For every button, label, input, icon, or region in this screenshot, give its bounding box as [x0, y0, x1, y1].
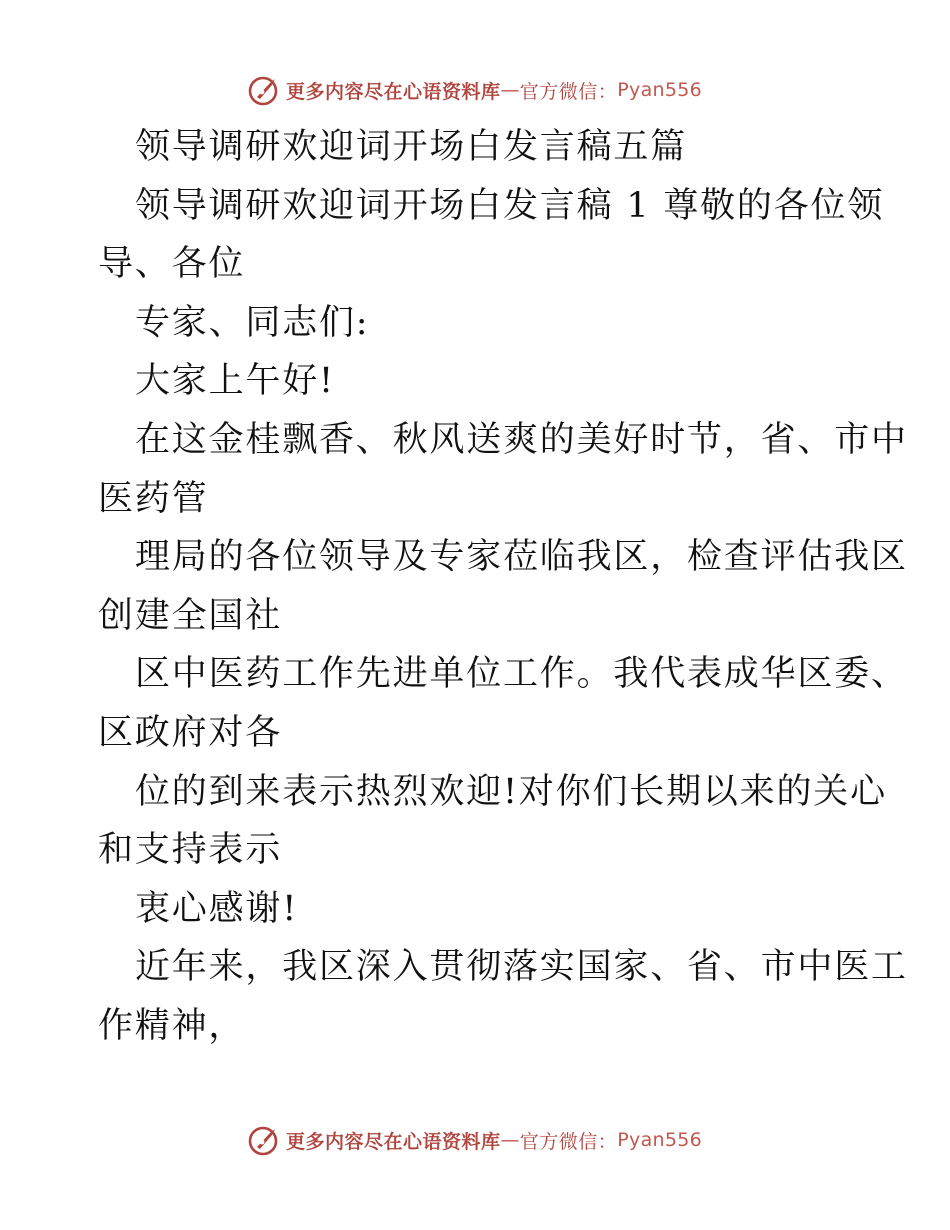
- header-wechat-id: Pyan556: [617, 79, 703, 101]
- paragraph: [98, 645, 908, 762]
- footer-banner: [0, 1122, 950, 1158]
- text-line: 衷心感谢!: [135, 888, 299, 929]
- footer-dash: —: [500, 1129, 520, 1151]
- text-line: 领导调研欢迎词开场白发言稿 1 尊敬的各位领: [135, 185, 885, 226]
- text-line: 区政府对各: [98, 712, 283, 753]
- text-line: 大家上午好!: [135, 361, 335, 402]
- header-wechat-label: 官方微信：: [519, 80, 618, 103]
- paragraph: [98, 294, 858, 353]
- text-line: 位的到来表示热烈欢迎!对你们长期以来的关心: [135, 771, 887, 812]
- paragraph: [98, 528, 908, 645]
- footer-wechat-label: 官方微信：: [519, 1130, 618, 1153]
- text-line: 医药管: [98, 478, 209, 519]
- paragraph: [98, 411, 908, 528]
- paragraph: [98, 880, 858, 939]
- header-banner: [0, 72, 950, 108]
- text-line: 在这金桂飘香、秋风送爽的美好时节，省、市中: [135, 419, 908, 460]
- text-line: 创建全国社: [98, 595, 283, 636]
- text-line: 理局的各位领导及专家莅临我区，检查评估我区: [135, 537, 908, 578]
- pen-logo-icon: [248, 73, 282, 107]
- header-dash: —: [500, 79, 520, 101]
- text-line: 区中医药工作先进单位工作。我代表成华区委、: [135, 654, 908, 695]
- header-brand-text: 更多内容尽在心语资料库: [285, 80, 501, 103]
- text-line: 作精神，: [98, 1005, 246, 1046]
- paragraph: [98, 763, 887, 880]
- paragraph: [98, 938, 908, 1055]
- footer-brand-text: 更多内容尽在心语资料库: [285, 1130, 501, 1153]
- pen-logo-icon: [248, 1123, 282, 1157]
- text-line: 导、各位: [98, 244, 246, 285]
- text-line: 领导调研欢迎词开场白发言稿五篇: [135, 127, 688, 167]
- paragraph: [98, 177, 885, 294]
- text-line: 专家、同志们:: [135, 302, 370, 343]
- text-line: 近年来，我区深入贯彻落实国家、省、市中医工: [135, 947, 908, 988]
- paragraph: [98, 352, 858, 411]
- document-body: [98, 118, 908, 1056]
- text-line: 和支持表示: [98, 830, 283, 871]
- document-title: [98, 118, 858, 177]
- footer-wechat-id: Pyan556: [617, 1129, 703, 1151]
